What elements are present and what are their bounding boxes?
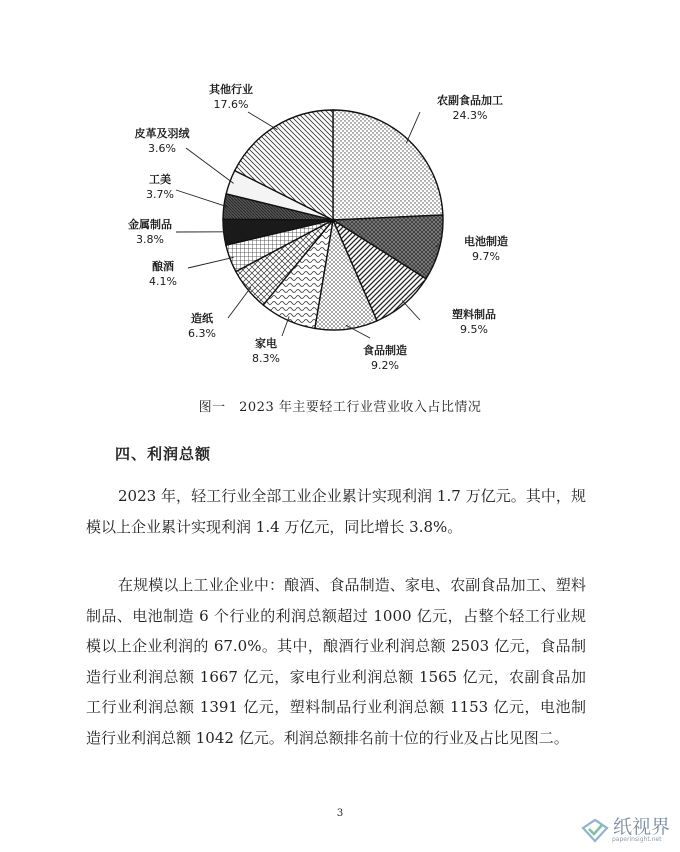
pie-slice-1 — [333, 110, 443, 220]
slice-label-percent: 8.3% — [252, 352, 280, 365]
slice-label-percent: 9.7% — [472, 250, 500, 263]
leader-line-9 — [176, 190, 228, 207]
slice-label-percent: 3.6% — [148, 142, 176, 155]
slice-label-name: 家电 — [255, 337, 277, 350]
paragraph-1: 2023 年，轻工行业全部工业企业累计实现利润 1.7 万亿元。其中，规模以上企业累计实现利润 1.4 万亿元，同比增长 3.8%。 — [86, 487, 586, 536]
watermark-logo-icon — [580, 814, 610, 844]
watermark-url: paperinsight.net — [612, 836, 662, 843]
slice-label-percent: 24.3% — [452, 109, 488, 122]
slice-label-percent: 4.1% — [149, 275, 177, 288]
watermark-text: 纸视界 — [613, 816, 671, 838]
slice-label-name: 电池制造 — [464, 235, 508, 248]
watermark — [578, 812, 678, 848]
slice-label-name: 皮革及羽绒 — [134, 127, 190, 140]
slice-label-name: 造纸 — [191, 312, 213, 325]
leader-line-10 — [186, 148, 234, 183]
slice-label-name: 塑料制品 — [452, 308, 496, 321]
leader-line-3 — [402, 300, 420, 320]
leader-line-11 — [248, 112, 277, 130]
slice-label-name: 酿酒 — [152, 260, 174, 273]
page-number: 3 — [336, 808, 344, 819]
slice-label-percent: 6.3% — [188, 327, 216, 340]
pie-chart — [0, 0, 680, 400]
slice-label-name: 食品制造 — [363, 344, 407, 357]
slice-label-percent: 3.7% — [146, 188, 174, 201]
slice-label-name: 农副食品加工 — [437, 94, 503, 107]
slice-label-percent: 3.8% — [136, 233, 164, 246]
slice-label-name: 其他行业 — [209, 83, 253, 96]
section-heading: 四、利润总额 — [115, 445, 212, 463]
leader-line-7 — [188, 257, 234, 268]
leader-line-1 — [406, 112, 420, 143]
slice-label-name: 工美 — [149, 173, 171, 186]
slice-label-name: 金属制品 — [128, 218, 172, 231]
leader-line-6 — [228, 287, 251, 318]
slice-label-percent: 9.2% — [371, 359, 399, 372]
slice-label-percent: 17.6% — [213, 98, 249, 111]
figure-caption: 图一 2023 年主要轻工行业营业收入占比情况 — [198, 400, 482, 415]
slice-label-percent: 9.5% — [460, 323, 488, 336]
paragraph-2: 在规模以上工业企业中：酿酒、食品制造、家电、农副食品加工、塑料制品、电池制造 6 个行业的利润总额超过 1000 亿元，占整个轻工行业规模以上企业利润的 67.0%。其中，酿酒行业利润总额 2503 亿元，食品制造行业利润总额 1667 亿元，家电行业利润总额 1565 亿元，农副食品加工行业利润总额 1391 亿元，塑料制品行业利润总额 1153 亿元，电池制造行业利润总额 1042 亿元。利润总额排名前十位的行业及占比见图二。 — [86, 576, 586, 747]
